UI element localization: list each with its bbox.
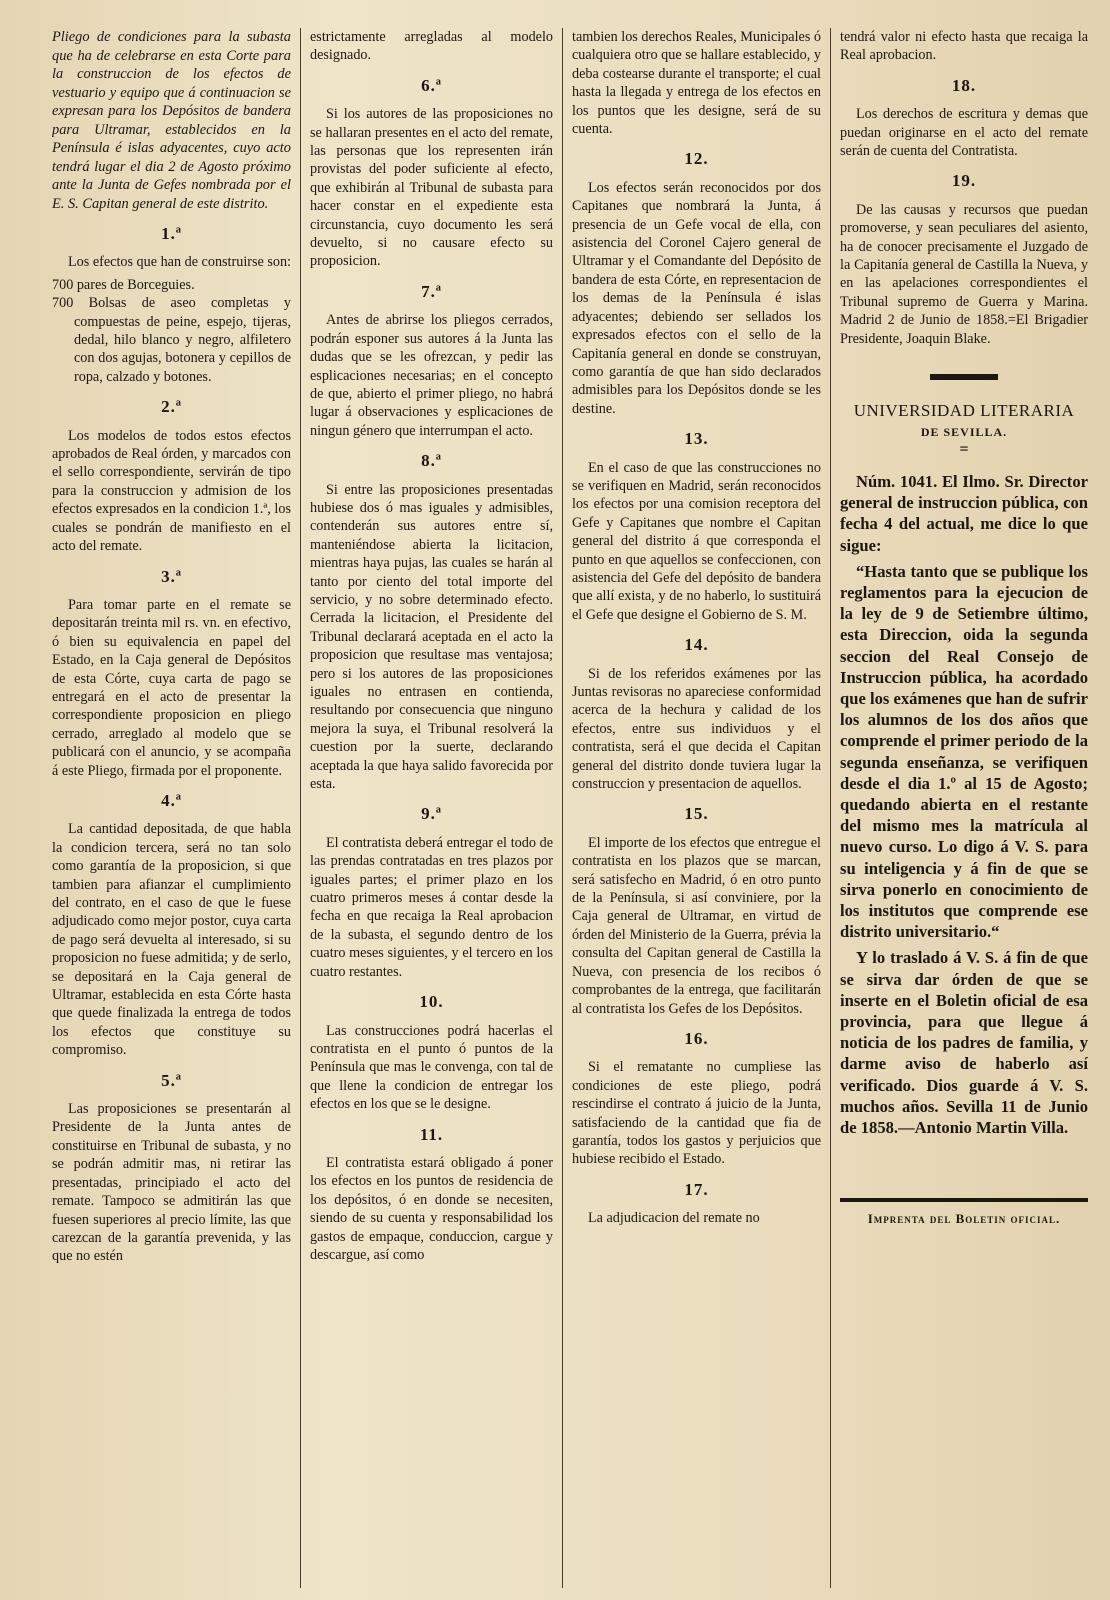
university-title: UNIVERSIDAD LITERARIA (853, 401, 1075, 421)
section-2-number: 2.ª (161, 397, 182, 417)
section-4-number: 4.ª (161, 790, 182, 810)
section-17-number: 17. (684, 1179, 709, 1199)
section-19-text: De las causas y recursos que puedan promoverse, y sean peculiares del asiento, ha de conocer precisamente el Juzgado de la Capitanía general de Castilla la Nueva, y en las apelaciones correspondientes el Tribunal supremo de Guerra y Marina. Madrid 2 de Junio de 1858.=El Brigadier Presidente, Joaquin Blake. (840, 201, 1088, 347)
section-12-number: 12. (684, 149, 709, 169)
notice-number-paragraph: Núm. 1041. El Ilmo. Sr. Director general de instruccion pública, con fecha 4 del actual, me dice lo que sigue: (840, 471, 1088, 555)
section-11-text: El contratista estará obligado á poner los efectos en los puntos de residencia de los depósitos, ó en donde se necesiten, siendo de su cuenta y responsabilidad los gastos de empaque, conduccion, cargue y descargue, así como (310, 1154, 553, 1263)
section-5-text: Las proposiciones se presentarán al Presidente de la Junta antes de constituirse en Tribunal de subasta, y no se podrán admitir mas, ni retirar las presentadas, principiado el acto del remate. Tampoco se admitirán las que fuesen superiores al precio límite, las que carezcan de la garantía prevenida, y las que no estén (52, 1101, 291, 1265)
item-borceguies: 700 pares de Borceguies. (52, 276, 195, 293)
columns (52, 28, 1088, 1588)
section-11-continuation: tambien los derechos Reales, Municipales ó cualquiera otro que se hallare establecido, y deba costearse durante el transporte; el cual hasta la llegada y entrega de los efectos en los puntos que les designe, será de su cuenta. (572, 29, 822, 138)
section-15-text: El importe de los efectos que entregue el contratista en los plazos que se marcan, será satisfecho en Madrid, ó en otro punto de la Península, si así conviniere, por la Caja general de Ultramar, en virtud de órden del Ministerio de la Guerra, prévia la consulta del Capitan general de Castilla la Nueva, con presencia de los recibos ó comprobantes de la entrega, que facilitarán al contratista los Gefes de los Depósitos. (572, 834, 821, 1017)
intro-heading: Pliego de condiciones para la subasta que ha de celebrarse en esta Corte para la construccion de los efectos de vestuario y equipo que á continuacion se expresan para los Depósitos de bandera para Ultramar, establecidos en la Península é islas adyacentes, cuyo acto tendrá lugar el dia 2 de Agosto próximo ante la Junta de Gefes nombrada por el E. S. Capitan general de este distrito. (52, 29, 291, 212)
double-rule-mark: = (959, 440, 969, 458)
section-1-text: Los efectos que han de construirse son: (68, 254, 291, 271)
section-9-text: El contratista deberá entregar el todo de las prendas contratadas en tres plazos por iguales partes; el primer plazo en los cuatro primeros meses á contar desde la fecha en que recaiga la Real aprobacion de la subasta, el segundo dentro de los cuatro meses siguientes, y el tercero en los cuatro restantes. (310, 834, 553, 980)
section-15-number: 15. (684, 804, 709, 824)
section-17-continuation: tendrá valor ni efecto hasta que recaiga la Real aprobacion. (840, 29, 1088, 64)
section-14-number: 14. (684, 635, 709, 655)
section-3-text: Para tomar parte en el remate se depositarán treinta mil rs. vn. en efectivo, ó bien su equivalencia en papel del Estado, en la Caja general de Depósitos de esta Córte, cuya carta de pago se entregará en el acto de presentar la correspondiente proposicion en pliego cerrado, arreglado al modelo que se publicará con el anuncio, y se acompaña á este Pliego, firmada por el proponente. (52, 596, 291, 779)
column-2 (300, 28, 562, 1588)
section-divider (930, 374, 998, 380)
section-10-number: 10. (419, 992, 444, 1012)
section-16-number: 16. (684, 1028, 709, 1048)
column-4 (830, 28, 1088, 1588)
notice-closing: Y lo traslado á V. S. á fin de que se sirva dar órden de que se inserte en el Boletin oficial de esa provincia, para que llegue á noticia de los padres de familia, y darme aviso de haberlo así verificado. Dios guarde á V. S. muchos años. Sevilla 11 de Junio de 1858.—Antonio Martin Villa. (840, 948, 1088, 1137)
column-3 (562, 28, 830, 1588)
item-bolsas: 700 Bolsas de aseo completas y compuestas de peine, espejo, tijeras, dedal, hilo blanco y negro, alfiletero con dos agujas, botonera y cepillos de ropa, calzado y botones. (52, 295, 291, 385)
section-9-number: 9.ª (421, 804, 442, 824)
section-7-text: Antes de abrirse los pliegos cerrados, podrán esponer sus autores á la Junta las dudas que se les ofrezcan, y pedir las esplicaciones necesarias; en el concepto de que, abierto el primer pliego, no habrá lugar á observaciones y esplicaciones de ningun género que interrumpan el acto. (310, 312, 553, 439)
section-18-text: Los derechos de escritura y demas que puedan originarse en el acto del remate serán de cuenta del Contratista. (840, 106, 1088, 160)
section-18-number: 18. (951, 75, 977, 95)
section-5-continuation: estrictamente arregladas al modelo designado. (310, 29, 553, 64)
section-7-number: 7.ª (421, 281, 442, 301)
section-10-text: Las construcciones podrá hacerlas el contratista en el punto ó puntos de la Península que mas le convenga, con tal de que llene la condicion de entregar los efectos en los que se le designe. (310, 1022, 553, 1113)
notice-quote: “Hasta tanto que se publique los reglamentos para la ejecucion de la ley de 9 de Setiembre último, esta Direccion, oida la segunda seccion del Real Consejo de Instruccion pública, ha acordado que los exámenes que han de sufrir los alumnos de los dos años que comprende el primer periodo de la segunda enseñanza, se verifiquen desde el dia 1.º al 15 de Agosto; quedando abierta en el restante del mismo mes la matrícula al nuevo curso. Lo digo á V. S. para su inteligencia y á fin de que se sirva ponerlo en conocimiento de los institutos que comprende ese distrito universitario.“ (840, 561, 1088, 942)
section-11-number: 11. (419, 1124, 444, 1144)
section-6-text: Si los autores de las proposiciones no se hallaran presentes en el acto del remate, las personas que los representen irán provistas del poder suficiente al efecto, que exhibirán al Tribunal de subasta para hacer constar en el expediente esta circunstancia, cuyo documento les será devuelto, si no causare efecto su proposicion. (310, 106, 553, 270)
section-13-text: En el caso de que las construcciones no se verifiquen en Madrid, serán reconocidos los efectos por una comision receptora del Gefe y Capitanes que nombre el Capitan general del distrito á que corresponda el punto en que aquellos se confeccionen, con asistencia del Gefe del depósito de bandera que allí exista, y de no haberlo, lo sustituirá el Gefe que designe el Gobierno de S. M. (572, 459, 821, 623)
section-17-text: La adjudicacion del remate no (588, 1210, 760, 1227)
section-19-number: 19. (951, 171, 977, 191)
section-3-number: 3.ª (161, 566, 182, 586)
section-5-number: 5.ª (161, 1070, 182, 1090)
section-8-number: 8.ª (421, 451, 442, 471)
section-12-text: Los efectos serán reconocidos por dos Capitanes que nombrará la Junta, á presencia de un Gefe vocal de ella, con asistencia del Coronel Cajero general de Ultramar y el Comandante del Depósito de bandera de esta Córte, en representacion de los demas de la Península é islas adyacentes; debiendo ser sellados los expresados efectos con el sello de la Capitanía general en donde se construyan, como garantía de que han sido declarados admisibles para los Depósitos donde se les destine. (572, 179, 821, 417)
section-13-number: 13. (684, 429, 709, 449)
university-subtitle: DE SEVILLA. (920, 424, 1008, 439)
section-4-text: La cantidad depositada, de que habla la condicion tercera, será no tan solo como garantía de la proposicion, si que tambien para afianzar el cumplimiento del contrato, en el caso de que le fuese adjudicado como mejor postor, cuya carta de pago será devuelta al interesado, si su proposicion no fuese admitida; y de serlo, se depositará en la Caja general de Ultramar, establecida en esta Córte hasta que quede finalizada la entrega de todos los efectos que constituye su compromiso. (52, 821, 291, 1059)
section-1-number: 1.ª (161, 224, 182, 243)
printer-imprint: Imprenta del Boletin oficial. (867, 1211, 1061, 1227)
footer-rule (840, 1198, 1088, 1202)
section-2-text: Los modelos de todos estos efectos aprobados de Real órden, y marcados con el sello correspondiente, servirán de tipo para la construccion y admision de los efectos expresados en la condicion 1.ª, los cuales se pondrán de manifiesto en el acto del remate. (52, 427, 291, 555)
section-8-text: Si entre las proposiciones presentadas hubiese dos ó mas iguales y admisibles, contenderán sus autores entre sí, manteniéndose abierta la licitacion, mientras haya pujas, las cuales se harán al tanto por ciento del total importe del servicio, y no sobre determinado efecto. Cerrada la licitacion, el Presidente del Tribunal declarará aceptada en el acto la proposicion que resultase mas ventajosa; pero si los autores de las proposiciones iguales no entrasen en contienda, resultando por consecuencia que ninguno mejora la suya, el Tribunal resolverá la cuestion por la suerte, declarando aceptada la que haya salido favorecida por esta. (310, 481, 553, 793)
section-14-text: Si de los referidos exámenes por las Juntas revisoras no apareciese conformidad acerca de la hechura y calidad de los efectos, entre sus individuos y el contratista, será el que decida el Capitan general del distrito donde tuviera lugar la construccion y presentacion de aquellos. (572, 665, 821, 793)
column-1 (52, 28, 300, 1588)
section-16-text: Si el rematante no cumpliese las condiciones de este pliego, podrá rescindirse el contrato á juicio de la Junta, satisfaciendo de la cantidad que fia de garantía, todos los gastos y perjuicios que hubiese recibido el Estado. (572, 1059, 821, 1168)
section-6-number: 6.ª (421, 75, 442, 95)
